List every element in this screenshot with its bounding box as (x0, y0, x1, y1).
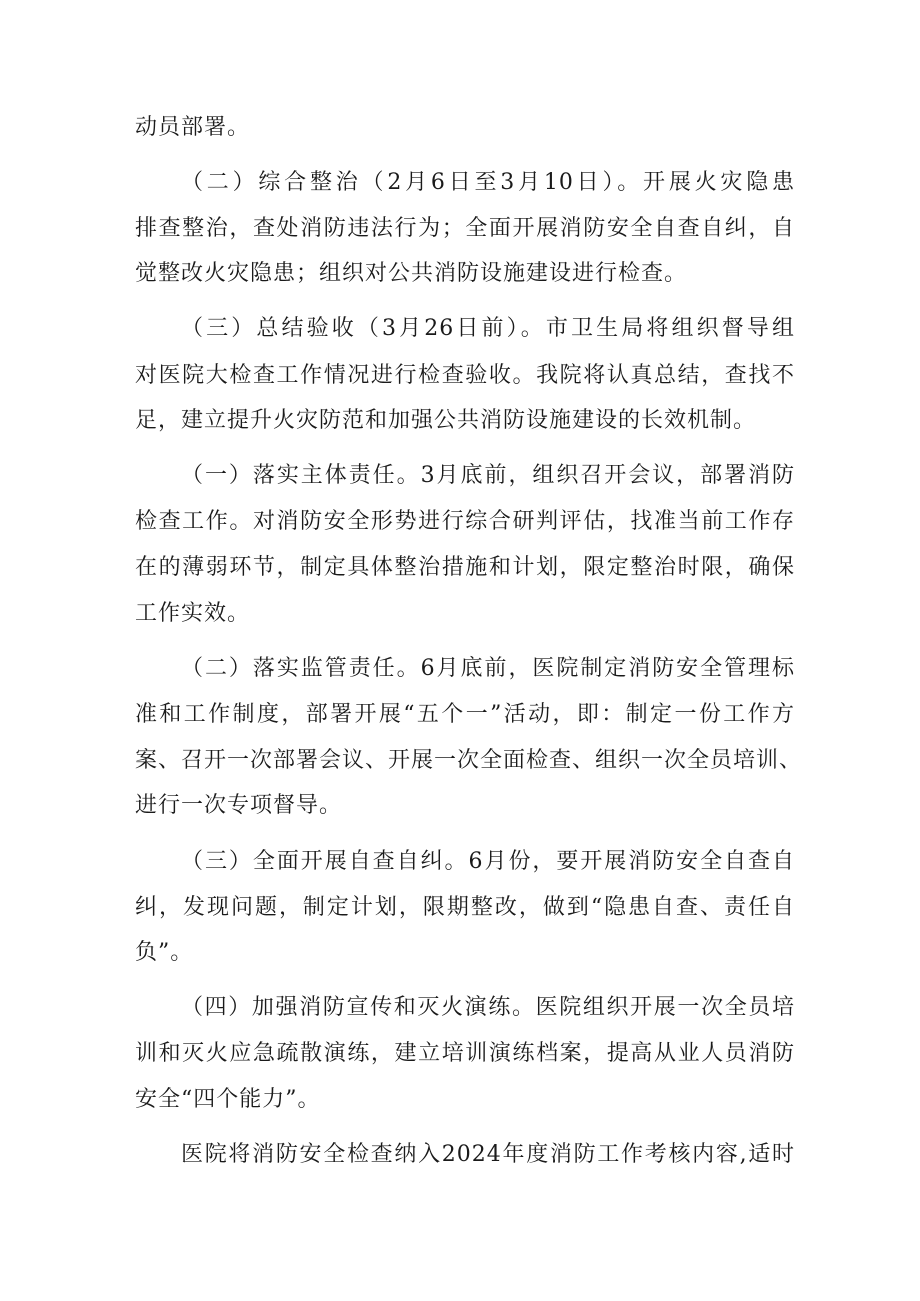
text-line: 在的薄弱环节，制定具体整治措施和计划，限定整治时限，确保 (135, 555, 795, 580)
text-line: （三）全面开展自查自纠。6月份，要开展消防安全自查自 (181, 849, 795, 874)
text-line: 足，建立提升火灾防范和加强公共消防设施建设的长效机制。 (135, 408, 757, 433)
text-line: 训和灭火应急疏散演练，建立培训演练档案，提高从业人员消防 (135, 1041, 795, 1066)
text-line: （二）综合整治（2月6日至3月10日）。开展火灾隐患 (181, 170, 795, 195)
text-line: （一）落实主体责任。3月底前，组织召开会议，部署消防 (181, 463, 795, 488)
text-line: 纠，发现问题，制定计划，限期整改，做到“隐患自查、责任自 (135, 895, 795, 920)
text-line: 动员部署。 (135, 115, 251, 140)
text-line: （三）总结验收（3月26日前）。市卫生局将组织督导组 (181, 316, 795, 341)
text-line: 对医院大检查工作情况进行检查验收。我院将认真总结，查找不 (135, 363, 795, 388)
text-line: 准和工作制度，部署开展“五个一”活动，即：制定一份工作方 (135, 702, 795, 727)
text-line: 排查整治，查处消防违法行为；全面开展消防安全自查自纠，自 (135, 216, 795, 241)
text-line: 负”。 (135, 940, 194, 965)
text-line: 进行一次专项督导。 (135, 793, 343, 818)
text-line: 工作实效。 (135, 601, 251, 626)
text-line: 检查工作。对消防安全形势进行综合研判评估，找准当前工作存 (135, 509, 795, 534)
text-line: 案、召开一次部署会议、开展一次全面检查、组织一次全员培训、 (135, 748, 803, 773)
text-line: 安全“四个能力”。 (135, 1087, 321, 1112)
text-line: 觉整改火灾隐患；组织对公共消防设施建设进行检查。 (135, 261, 688, 286)
text-line: 医院将消防安全检查纳入2024年度消防工作考核内容,适时 (181, 1142, 795, 1167)
text-line: （二）落实监管责任。6月底前，医院制定消防安全管理标 (181, 656, 795, 681)
text-line: （四）加强消防宣传和灭火演练。医院组织开展一次全员培 (181, 995, 795, 1020)
